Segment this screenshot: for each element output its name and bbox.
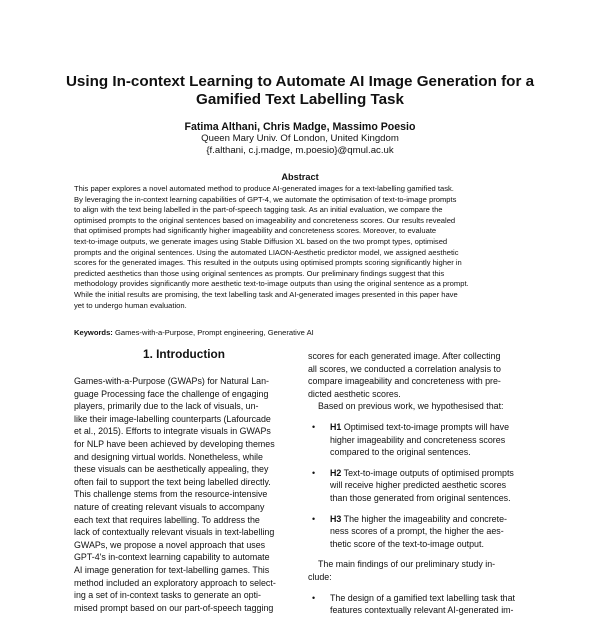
- left-column-text: [74, 375, 299, 614]
- body-line: method included an exploratory approach to select-: [74, 577, 276, 588]
- abstract-body: [74, 184, 528, 311]
- body-line: Games-with-a-Purpose (GWAPs) for Natural Lan-: [74, 376, 269, 386]
- paper-title: [40, 73, 560, 109]
- abstract-heading: Abstract: [281, 172, 319, 182]
- abstract-line: While the initial results are promising, the text labelling task and AI-generated images presented in this paper have: [74, 289, 458, 299]
- body-line: like their image-labelling counterparts (Lafourcade: [74, 413, 271, 424]
- abstract-line: prompts and the original sentences. Using the automated LIAON-Aesthetic predictor model, we assigned aesthetic: [74, 247, 459, 257]
- hypothesis-line: Optimised text-to-image prompts will have: [343, 421, 510, 432]
- title-line: Gamified Text Labelling Task: [196, 91, 404, 108]
- hypothesis-intro: Based on previous work, we hypothesised that:: [318, 401, 504, 412]
- body-line: each text that requires labelling. To address the: [74, 514, 260, 525]
- hypothesis-label: H3: [330, 513, 342, 524]
- body-line: ing a set of in-context tasks to generate an opti-: [74, 590, 261, 601]
- title-line: Using In-context Learning to Automate AI Image Generation for a: [65, 73, 535, 90]
- body-line: clude:: [308, 571, 332, 582]
- body-line: scores for each generated image. After collecting: [308, 351, 501, 361]
- hypothesis-item: [308, 467, 538, 505]
- abstract-line: to align with the text being labelled in the part-of-speech tagging task. As an initial evaluation, we compare the: [74, 205, 443, 215]
- abstract-line: yet to undergo human evaluation.: [74, 300, 187, 310]
- findings-item: [308, 592, 538, 617]
- right-column-text: [308, 350, 538, 617]
- keywords-label: Keywords:: [74, 328, 113, 337]
- abstract-line: predicted aesthetics than those using original sentences as prompts. Our preliminary findings suggest that this: [74, 268, 445, 278]
- bullet-icon: •: [312, 421, 316, 432]
- body-line: for NLP have been achieved by developing themes: [74, 438, 275, 449]
- abstract-line: scores for the generated images. This resulted in the outputs using optimised prompts scoring significantly higher in: [74, 258, 462, 268]
- bullet-icon: •: [312, 467, 316, 478]
- body-line: This challenge stems from the resource-intensive: [74, 489, 268, 500]
- hypothesis-line: than those generated from original sentences.: [330, 492, 511, 503]
- body-line: compare imageability and concreteness with pre-: [308, 376, 501, 387]
- hypothesis-line: higher imageability and concreteness scores: [330, 434, 506, 445]
- body-line: et al., 2015). Efforts to integrate visuals in GWAPs: [74, 426, 271, 437]
- hypothesis-item: [308, 513, 538, 551]
- keywords-text: Games-with-a-Purpose, Prompt engineering, Generative AI: [114, 328, 314, 337]
- abstract-line: methodology provides significantly more aesthetic text-to-image outputs than using the original sentence as a prompt.: [74, 279, 469, 289]
- body-line: dicted aesthetic scores.: [308, 388, 401, 399]
- hypothesis-line: ness scores of a prompt, the higher the aes-: [330, 526, 504, 537]
- body-line: lack of contextually relevant visuals in text-labelling: [74, 527, 275, 538]
- hypothesis-label: H2: [330, 467, 342, 478]
- body-line: nature of creating relevant visuals to accompany: [74, 501, 265, 512]
- hypothesis-line: compared to the original sentences.: [330, 447, 471, 458]
- abstract-line: This paper explores a novel automated method to produce AI-generated images for a text-labelling gamified task.: [74, 184, 454, 193]
- abstract-line: that optimised prompts had significantly higher imageability and concreteness scores. Moreover, to evaluate: [74, 226, 437, 236]
- affiliation-block: [40, 133, 560, 156]
- body-line: these visuals can be aesthetically appealing, they: [74, 464, 269, 475]
- body-line: often fail to support the text being labelled directly.: [74, 476, 271, 487]
- body-line: players, primarily due to the lack of visuals, un-: [74, 401, 259, 412]
- abstract-line: text-to-image outputs, we generate images using Stable Diffusion XL based on the two prompt types, optimised: [74, 236, 448, 246]
- hypothesis-line: will receive higher predicted aesthetic scores: [330, 480, 507, 491]
- hypothesis-label: H1: [330, 421, 342, 432]
- hypothesis-line: thetic score of the text-to-image output.: [330, 538, 484, 549]
- body-line: guage Processing face the challenge of engaging: [74, 388, 269, 399]
- body-line: GWAPs, we propose a novel approach that uses: [74, 539, 266, 550]
- body-line: and designing virtual worlds. Nonetheless, while: [74, 451, 263, 462]
- body-line: all scores, we conducted a correlation analysis to: [308, 363, 501, 374]
- abstract-line: By leveraging the in-context learning capabilities of GPT-4, we automate the optimisation of text-to-image prompts: [74, 194, 457, 204]
- body-line: The main findings of our preliminary study in-: [318, 559, 496, 570]
- body-line: GPT-4's in-context learning capability to automate: [74, 552, 270, 563]
- author-emails: {f.althani, c.j.madge, m.poesio}@qmul.ac.uk: [206, 144, 394, 156]
- findings-line: features contextually relevant AI-generated im-: [330, 605, 514, 616]
- hypothesis-line: The higher the imageability and concrete-: [343, 513, 507, 524]
- affiliation: Queen Mary Univ. Of London, United Kingdom: [201, 133, 399, 144]
- author-list: Fatima Althani, Chris Madge, Massimo Poesio: [184, 121, 416, 133]
- bullet-icon: •: [312, 592, 316, 603]
- body-line: AI image generation for text-labelling games. This: [74, 564, 270, 575]
- body-line: mised prompt based on our part-of-speech tagging: [74, 602, 274, 613]
- abstract-line: optimised prompts to the original sentences based on imageability and concreteness scores. Our results revealed: [74, 215, 456, 225]
- bullet-icon: •: [312, 513, 316, 524]
- hypothesis-item: [308, 421, 538, 459]
- section-heading-introduction: 1. Introduction: [143, 347, 225, 361]
- hypothesis-line: Text-to-image outputs of optimised prompts: [343, 467, 514, 478]
- keywords-line: [74, 327, 528, 338]
- findings-line: The design of a gamified text labelling task that: [330, 592, 516, 603]
